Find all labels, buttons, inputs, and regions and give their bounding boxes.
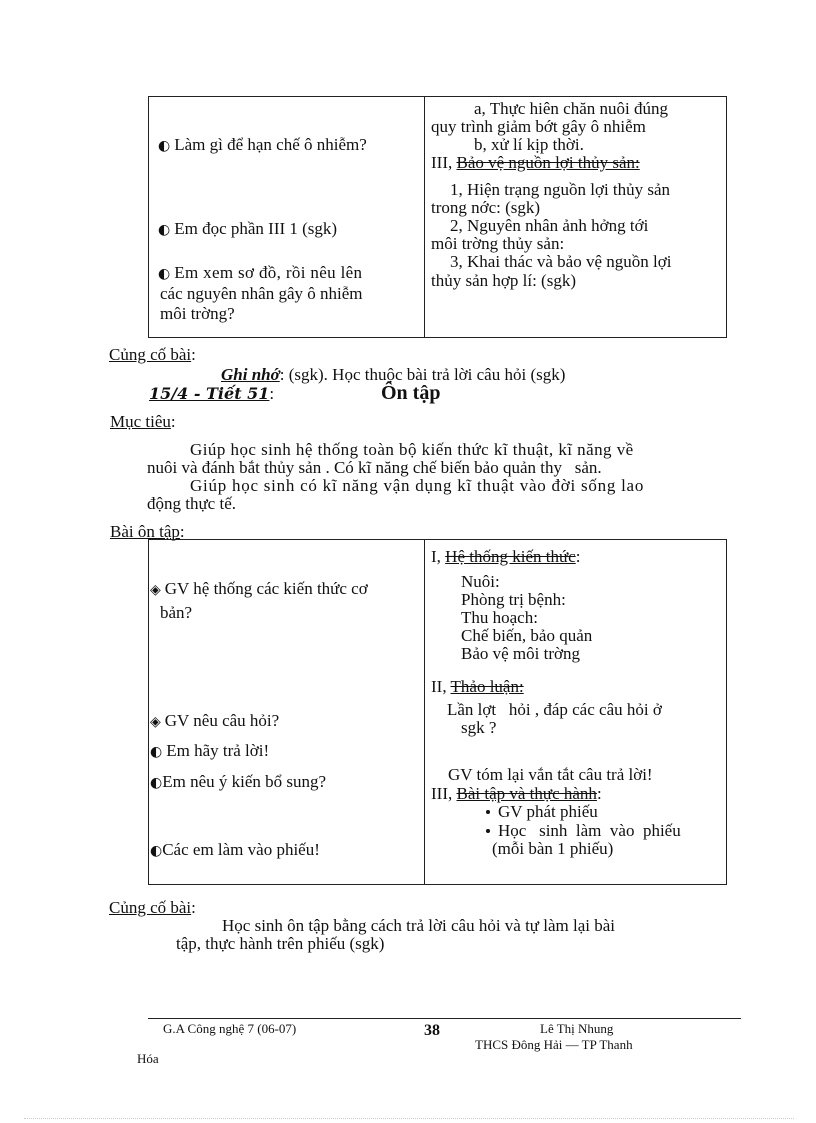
table-1-left-question-3: ◐ Em xem sơ đồ, rồi nêu lên <box>158 263 363 282</box>
table-1-left-question-2: ◐ Em đọc phần III 1 (sgk) <box>158 219 338 238</box>
table-2-left-question-2: ◈ GV nêu câu hỏi? <box>150 711 280 730</box>
section-iii-title: Bảo vệ nguồn lợi thủy sản: <box>456 153 640 172</box>
footer-school: THCS Đông Hải — TP Thanh <box>475 1037 633 1052</box>
section-iii-title-2: Bài tập và thực hành <box>456 784 597 803</box>
half-circle-icon: ◐ <box>158 266 171 282</box>
section-i-title: Hệ thống kiến thức <box>445 547 576 566</box>
table-1-right-section-iii: III, Bảo vệ nguồn lợi thủy sản: <box>431 153 640 172</box>
ghi-nho-label: Ghi nhớ <box>221 365 280 384</box>
table-1-right-item-2-line-2: môi trờng thủy sản: <box>431 234 565 253</box>
muc-tieu-paragraph-2-line-2: động thực tế. <box>147 494 237 513</box>
footer-course: G.A Công nghệ 7 (06-07) <box>163 1021 297 1036</box>
cung-co-2-line-2: tập, thực hành trên phiếu (sgk) <box>176 934 385 953</box>
bullet-2-text: Học sinh làm vào phiếu <box>498 821 681 840</box>
muc-tieu-paragraph-1-line-2: nuôi và đánh bắt thủy sản . Có kĩ năng chế biến bảo quản thy sản. <box>147 458 602 477</box>
table-2-right-section-ii: II, Thảo luận: <box>431 677 524 696</box>
table-2-divider <box>424 539 425 884</box>
footer-school-continued: Hóa <box>137 1051 159 1066</box>
table-2-right-section-i: I, Hệ thống kiến thức: <box>431 547 581 566</box>
ghi-nho-line: Ghi nhớ: (sgk). Học thuộc bài trả lời câu hỏi (sgk) <box>221 365 566 384</box>
table-2-right-section-iii: III, Bài tập và thực hành: <box>431 784 602 803</box>
knowledge-item-che-bien: Chế biến, bảo quản <box>461 626 593 645</box>
half-circle-icon: ◐ <box>158 222 171 238</box>
page-bottom-border <box>24 1118 794 1119</box>
table-1-right-item-1-line-2: trong nớc: (sgk) <box>431 198 541 217</box>
muc-tieu-heading: Mục tiêu: <box>110 412 176 431</box>
footer-rule <box>148 1018 741 1019</box>
table-1-right-item-1-line-1: 1, Hiện trạng nguồn lợi thủy sản <box>450 180 671 199</box>
table-1-left-question-1: ◐ Làm gì để hạn chế ô nhiễm? <box>158 135 367 154</box>
lesson-title: Ôn tập <box>381 382 441 404</box>
section-ii-line-2: sgk ? <box>461 718 497 737</box>
bullet-1-text: GV phát phiếu <box>498 802 598 821</box>
table-1-right-b-line: b, xử lí kịp thời. <box>474 135 584 154</box>
table-2-left-question-3: ◐ Em hãy trả lời! <box>150 741 270 760</box>
table-1-divider <box>424 96 425 337</box>
half-circle-icon: ◐ <box>150 843 163 859</box>
table-1-left-question-3-line-2: các nguyên nhân gây ô nhiễm <box>160 284 363 303</box>
table-1-right-item-2-line-1: 2, Nguyên nhân ảnh hởng tới <box>450 216 649 235</box>
cung-co-2-line-1: Học sinh ôn tập bằng cách trả lời câu hỏi và tự làm lại bài <box>222 916 616 935</box>
cung-co-bai-heading-2: Củng cố bài: <box>109 898 196 917</box>
table-1-right-item-3-line-2: thủy sản hợp lí: (sgk) <box>431 271 576 290</box>
table-1-right-a-line-1: a, Thực hiên chăn nuôi đúng <box>474 99 668 118</box>
bullet-dot <box>486 829 490 833</box>
bullet-dot <box>486 810 490 814</box>
table-1-right-a-line-2: quy trình giảm bớt gây ô nhiễm <box>431 117 646 136</box>
lesson-date: 15/4 - Tiết 51: <box>149 384 275 403</box>
table-1-left-question-3-line-3: môi trờng? <box>160 304 235 323</box>
diamond-icon: ◈ <box>150 582 161 598</box>
table-2-left-question-5: ◐Các em làm vào phiếu! <box>150 840 320 859</box>
section-ii-line-1: Lần lợt hỏi , đáp các câu hỏi ở <box>447 700 662 719</box>
knowledge-list <box>461 573 592 663</box>
diamond-icon: ◈ <box>150 714 161 730</box>
half-circle-icon: ◐ <box>158 138 171 154</box>
knowledge-item-phong-tri-benh: Phòng trị bệnh: <box>461 590 566 609</box>
muc-tieu-paragraph-1-line-1: Giúp học sinh hệ thống toàn bộ kiến thức kĩ thuật, kĩ năng về <box>190 440 634 459</box>
table-2-left-question-1: ◈ GV hệ thống các kiến thức cơ <box>150 579 368 598</box>
bullet-2-text-line-2: (mỗi bàn 1 phiếu) <box>492 839 614 858</box>
muc-tieu-paragraph-2-line-1: Giúp học sinh có kĩ năng vận dụng kĩ thuật vào đời sống lao <box>190 476 645 495</box>
table-2-left-question-4: ◐Em nêu ý kiến bổ sung? <box>150 772 327 791</box>
section-ii-title: Thảo luận: <box>450 677 524 696</box>
bai-on-tap-heading: Bài ôn tập: <box>110 522 185 541</box>
knowledge-item-thu-hoach: Thu hoạch: <box>461 608 538 627</box>
table-2-left-question-1-line-2: bản? <box>160 603 193 622</box>
page-number: 38 <box>424 1022 440 1039</box>
half-circle-icon: ◐ <box>150 744 163 760</box>
footer-author: Lê Thị Nhung <box>540 1021 614 1036</box>
table-1-right-item-3-line-1: 3, Khai thác và bảo vệ nguồn lợi <box>450 252 672 271</box>
cung-co-bai-heading: Củng cố bài: <box>109 345 196 364</box>
half-circle-icon: ◐ <box>150 775 163 791</box>
knowledge-item-nuoi: Nuôi: <box>461 572 500 591</box>
knowledge-item-bao-ve: Bảo vệ môi trờng <box>461 644 580 663</box>
section-ii-line-3: GV tóm lại vắn tắt câu trả lời! <box>448 765 653 784</box>
